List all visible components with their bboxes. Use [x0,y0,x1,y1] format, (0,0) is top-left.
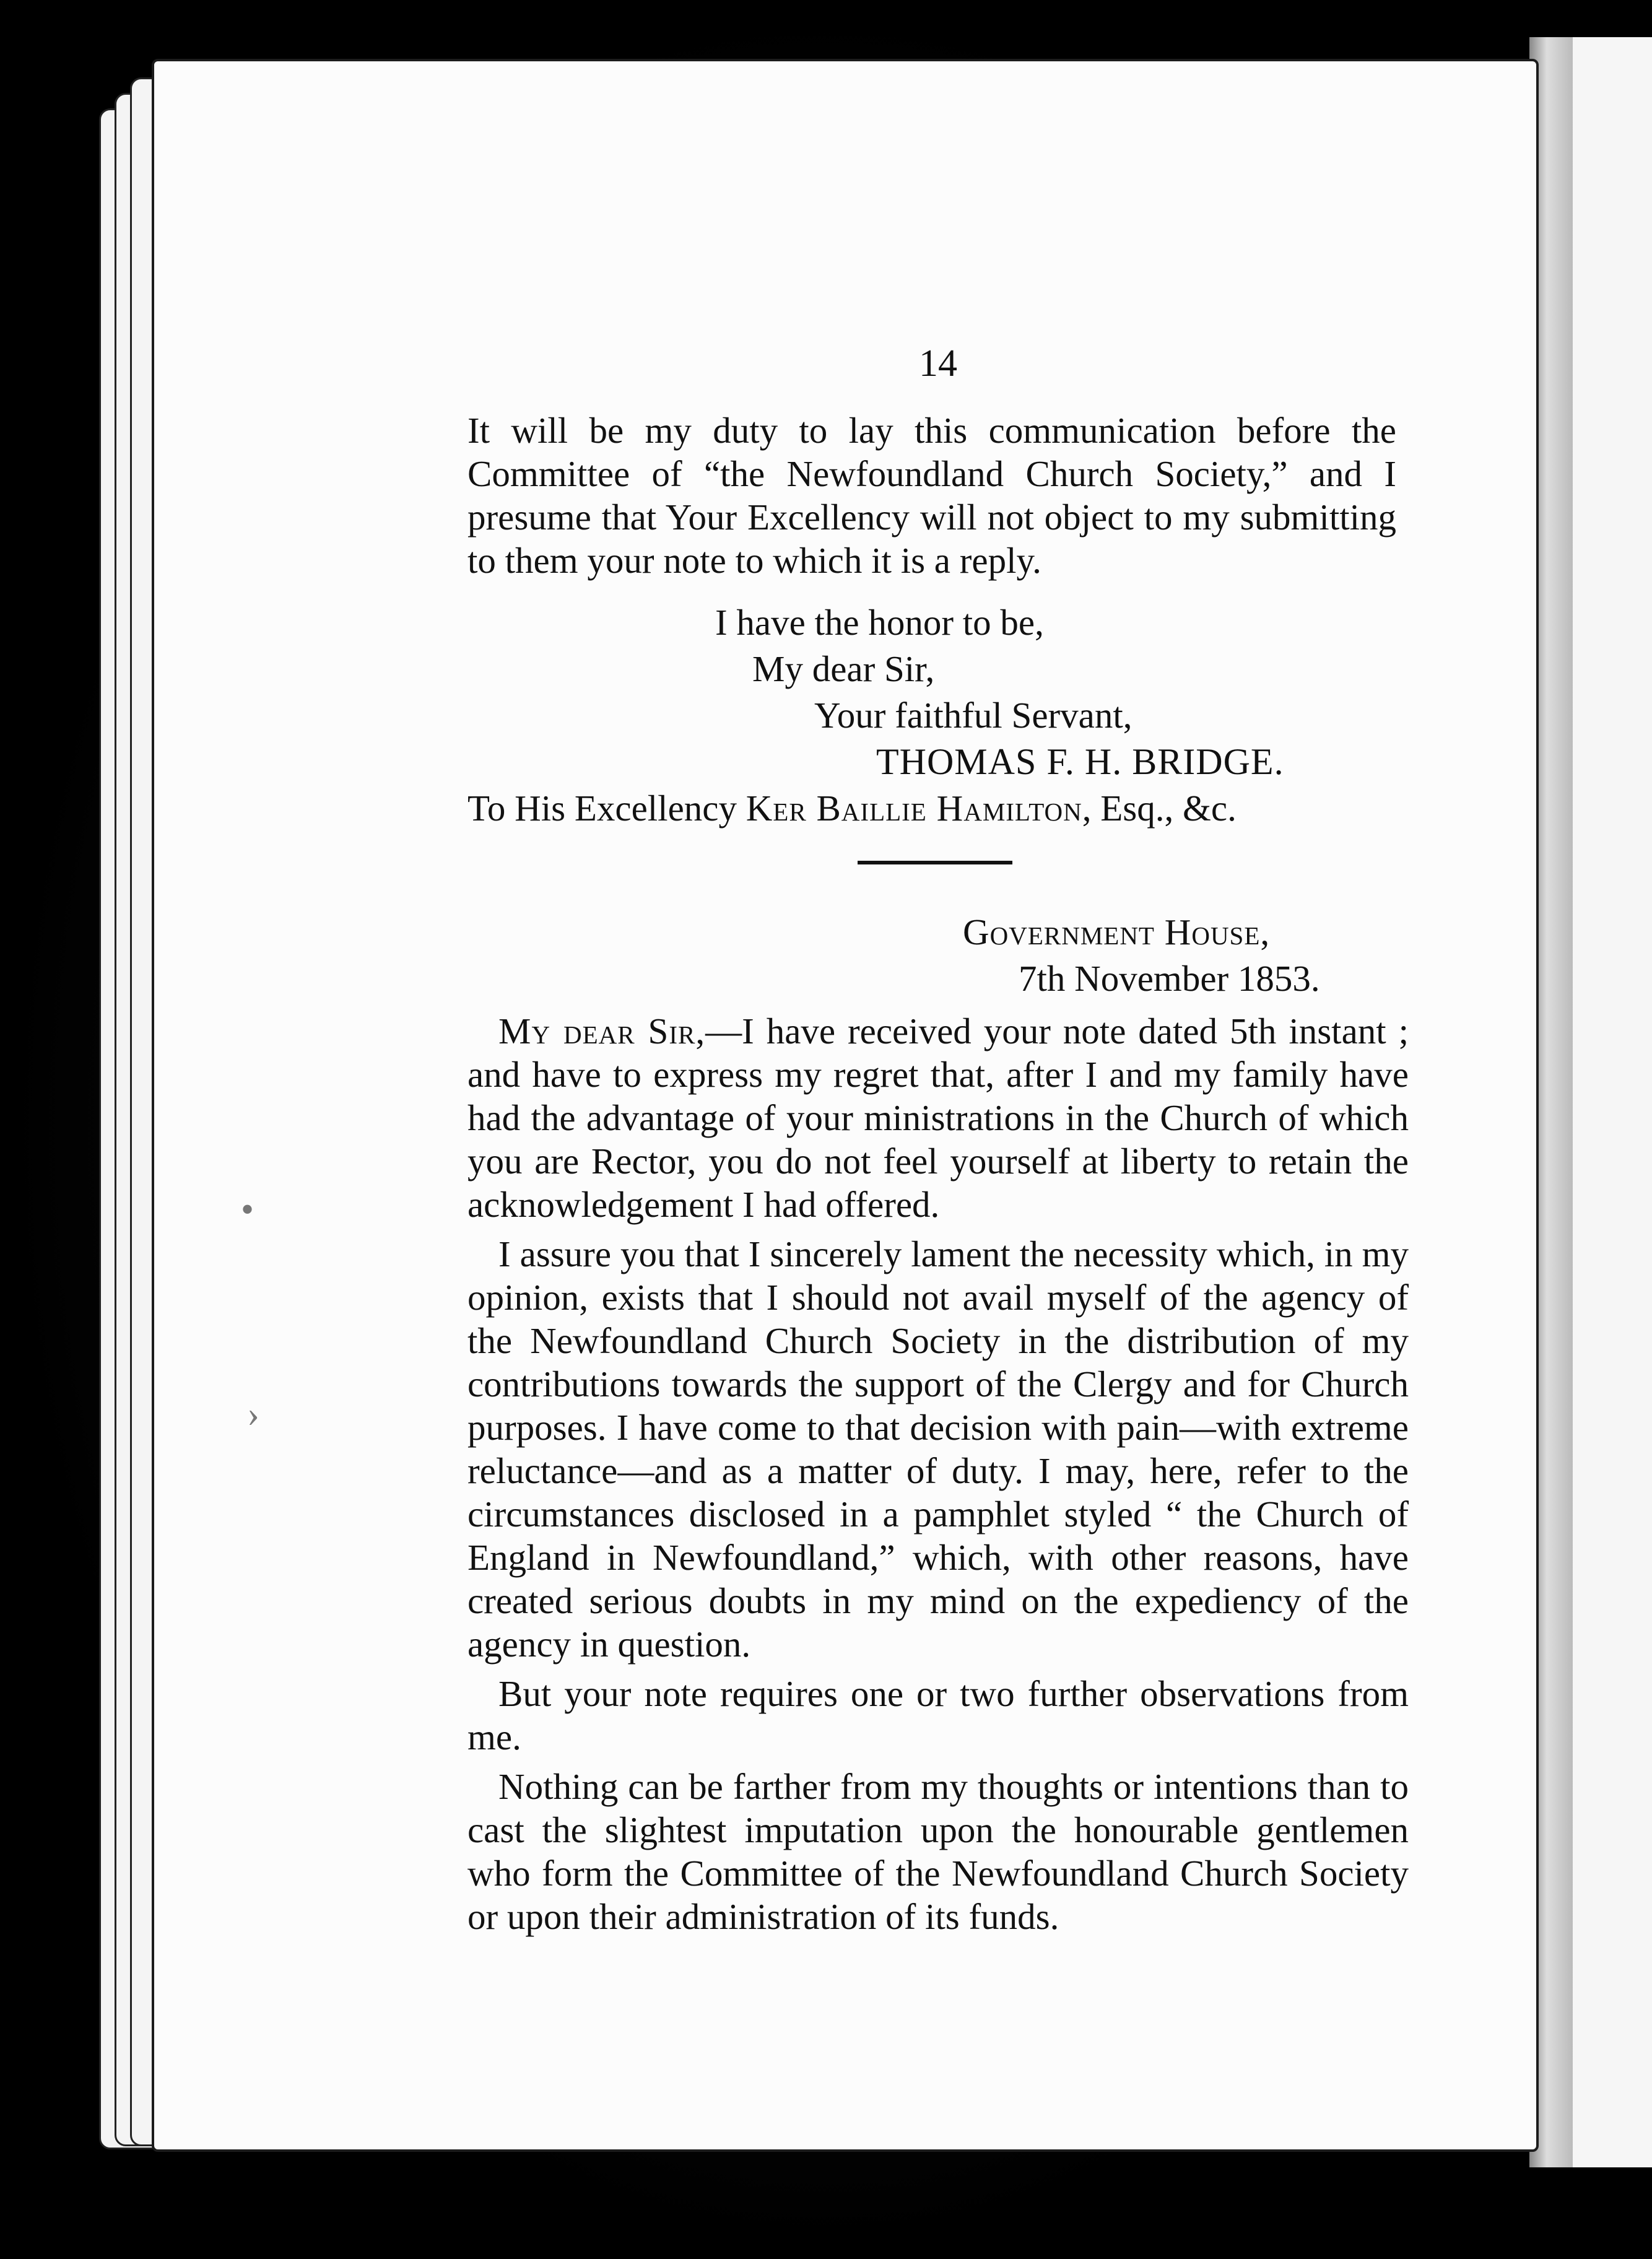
address-suffix: , Esq., &c. [1082,788,1237,829]
letter-paragraph: But your note requires one or two further observations from me. [467,1673,1409,1757]
letter-paragraph [467,1009,1409,1226]
salutation: My dear Sir, [498,1011,706,1051]
address-name: Ker Baillie Hamilton [746,788,1082,829]
dateline-date: 7th November 1853. [1019,958,1320,999]
letter-body [467,1009,1409,1944]
signature: THOMAS F. H. BRIDGE. [876,741,1284,782]
adjacent-page [1573,37,1652,2167]
closing-line: My dear Sir, [752,648,935,689]
address-prefix: To His Excellency [467,788,746,829]
letter-paragraph: I assure you that I sincerely lament the necessity which, in my opinion, exists that I should not avail myself of the agency of the Newfoundland Church Society in the distribution of my contributions towards the support of the Clergy and for Church purposes. I have come to that decision with pain—with extreme reluctance—and as a matter of duty. I may, here, refer to the circumstances disclosed in a pamphlet styled “ the Church of England in Newfoundland,” which, with other reasons, have created serious doubts in my mind on the expediency of the agency in question. [467,1234,1409,1665]
dateline-place: Government House, [963,912,1271,952]
opening-paragraph: It will be my duty to lay this communication before the Committee of “the Newfoundland Church Society,” and I presume that Your Excellency will not object to my submitting to them your note to which it is a reply. [467,410,1396,581]
margin-mark: • [241,1189,254,1230]
address-line [467,786,1409,830]
section-divider [858,861,1012,864]
paragraph-text: —I have received your note dated 5th instant ; and have to express my regret that, after I and my family have had the advantage of your ministrations in the Church of which you are Rector, you do not feel yourself at liberty to retain the acknowledgement I had offered. [467,1011,1409,1225]
page-number: 14 [919,342,957,385]
margin-mark: › [247,1393,259,1434]
closing-line: I have the honor to be, [715,602,1044,643]
letter-paragraph: Nothing can be farther from my thoughts or intentions than to cast the slightest imputation upon the honourable gentlemen who form the Committee of the Newfoundland Church Society or upon their administration of its funds. [467,1766,1409,1937]
closing-line: Your faithful Servant, [814,695,1132,736]
